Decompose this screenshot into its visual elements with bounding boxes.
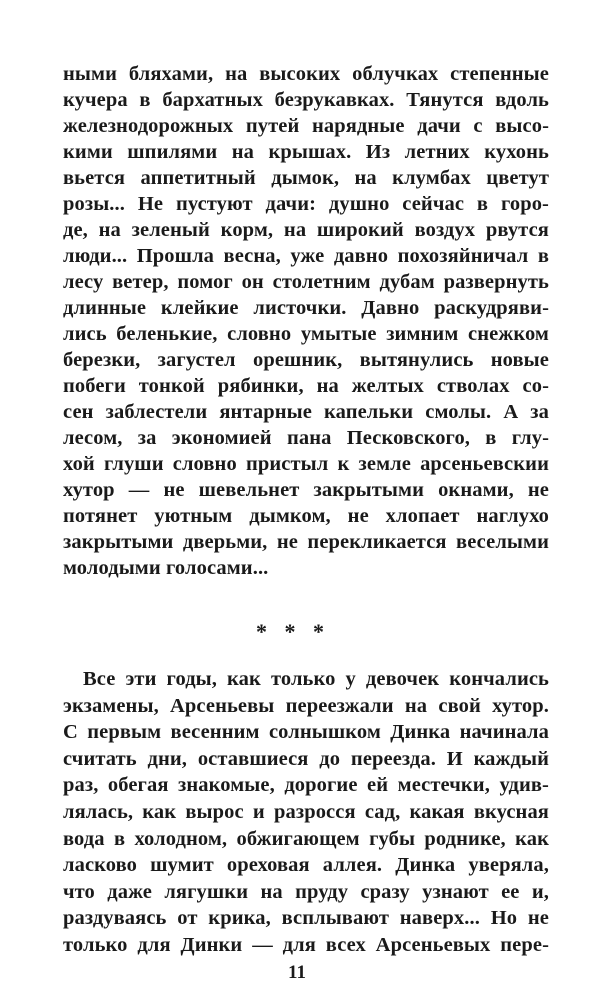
text-line: С первым весенним солнышком Динка начинала — [63, 721, 549, 744]
paragraph-1 — [63, 61, 549, 581]
text-line: сен заблестели янтарные капельки смолы. А за — [63, 401, 549, 423]
text-line: закрытыми дверьми, не перекликается веселыми — [63, 531, 549, 553]
text-line: розы... Не пустуют дачи: душно сейчас в горо- — [63, 193, 549, 215]
text-line: вода в холодном, обжигающем губы роднике, как — [63, 827, 549, 850]
text-line: железнодорожных путей нарядные дачи с высо- — [63, 115, 549, 137]
text-line: потянет уютным дымком, не хлопает наглухо — [63, 505, 549, 527]
text-line: только для Динки — для всех Арсеньевых пере- — [63, 933, 549, 956]
text-line: вьется аппетитный дымок, на клумбах цветут — [63, 167, 549, 189]
text-line: считать дни, оставшиеся до переезда. И каждый — [63, 747, 549, 770]
text-line: раз, обегая знакомые, дорогие ей местечки, удив- — [63, 774, 549, 797]
text-line: березки, загустел орешник, вытянулись новые — [63, 349, 549, 371]
text-line: люди... Прошла весна, уже давно похозяйничал в — [63, 245, 549, 267]
text-line: побеги тонкой рябинки, на желтых стволах со- — [63, 375, 549, 397]
text-line: молодыми голосами... — [63, 557, 269, 579]
text-line: хой глуши словно пристыл к земле арсеньевскии — [63, 453, 549, 475]
text-line: длинные клейкие листочки. Давно раскудряви- — [63, 297, 549, 319]
text-line: лялась, как вырос и разросся сад, какая вкусная — [63, 800, 549, 823]
text-line: кими шпилями на крышах. Из летних кухонь — [63, 141, 549, 163]
text-line: лись беленькие, словно умытые зимним снежком — [63, 323, 549, 345]
text-line: ласково шумит ореховая аллея. Динка уверяла, — [63, 854, 549, 877]
text-line: де, на зеленый корм, на широкий воздух рвутся — [63, 219, 549, 241]
text-line: хутор — не шевельнет закрытыми окнами, не — [63, 479, 549, 501]
section-separator: * * * — [256, 619, 330, 644]
paragraph-2 — [63, 666, 549, 959]
text-line: экзамены, Арсеньевы переезжали на свой хутор. — [63, 694, 549, 717]
page-number: 11 — [288, 962, 306, 983]
text-line: что даже лягушки на пруду сразу узнают ее и, — [63, 880, 549, 903]
text-line: лесом, за экономией пана Песковского, в глу- — [63, 427, 549, 449]
text-line: Все эти годы, как только у девочек кончались — [83, 668, 549, 690]
text-line: ными бляхами, на высоких облучках степенные — [63, 63, 549, 85]
text-line: раздуваясь от крика, всплывают наверх... Но не — [63, 907, 549, 930]
text-line: лесу ветер, помог он столетним дубам развернуть — [63, 271, 549, 293]
text-line: кучера в бархатных безрукавках. Тянутся вдоль — [63, 89, 549, 111]
